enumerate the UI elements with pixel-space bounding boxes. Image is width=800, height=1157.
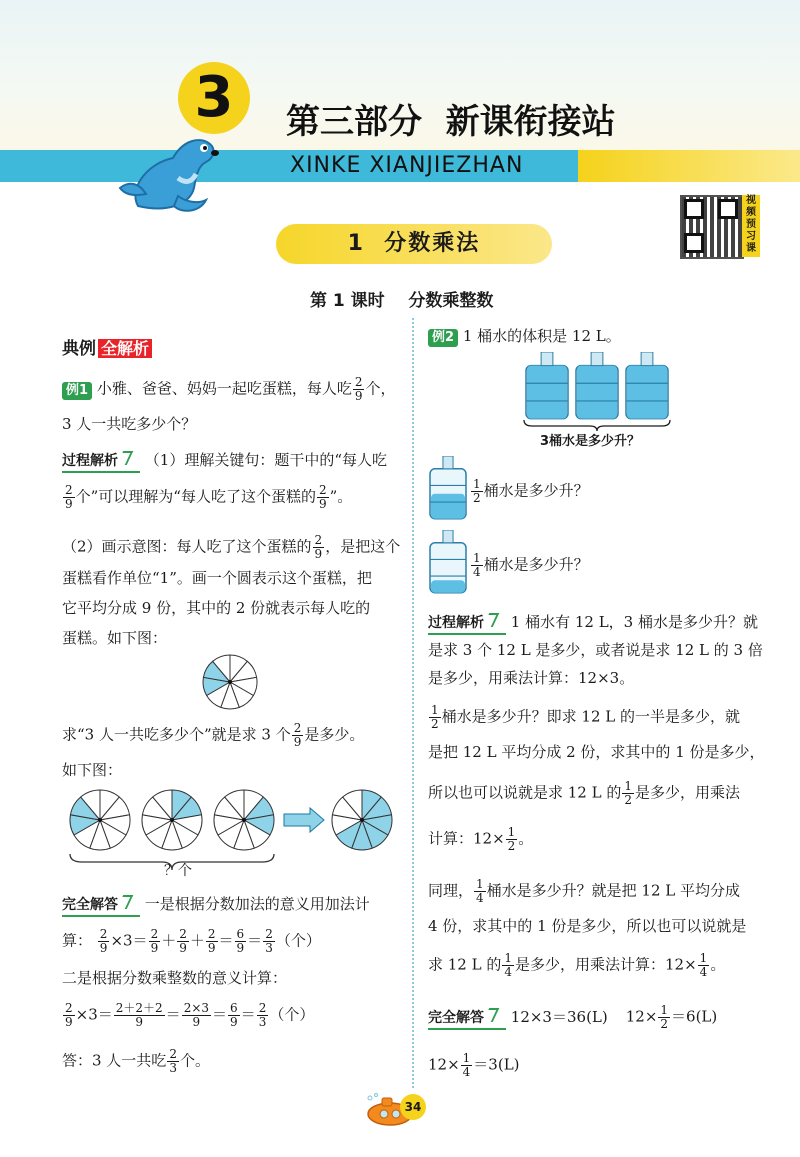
answer-text: ＝3(L)	[473, 1055, 520, 1074]
r-line-10	[428, 952, 725, 979]
process-line-8: 如下图：	[62, 761, 123, 779]
pie-center	[228, 680, 232, 684]
process-text: 1 桶水有 12 L，3 桶水是多少升？就	[510, 613, 758, 631]
pie-center	[98, 818, 102, 822]
answer-text: 12×	[625, 1007, 658, 1026]
equation-text: （个）	[275, 931, 321, 950]
answer-text: ＝6(L)	[671, 1007, 718, 1026]
process-line-6: 蛋糕。如下图：	[62, 629, 168, 647]
process-tag: 过程解析	[428, 613, 506, 635]
equation-text: ＝	[247, 931, 263, 950]
answer-line-3: 二是根据分数乘整数的意义计算：	[62, 969, 288, 987]
answer-line-1	[62, 894, 370, 917]
ex1-tag: 例1	[62, 382, 92, 400]
process-line-2	[62, 484, 352, 511]
ex2-text: 1 桶水的体积是 12 L。	[462, 327, 621, 345]
ex1-text: 小雅、爸爸、妈妈一起吃蛋糕，每人吃	[96, 379, 352, 398]
bottle-neck	[541, 352, 553, 366]
fraction: $\frac{2}{9}$	[150, 927, 159, 955]
fraction: $\frac{1}{4}$	[504, 951, 512, 979]
process-text: 计算：12×	[428, 829, 505, 848]
fraction: $\frac{2}{9}$	[99, 927, 108, 955]
q-half-text: 桶水是多少升？	[483, 481, 589, 500]
process-text: 求 12 L 的	[428, 955, 502, 974]
pie-group	[62, 780, 412, 880]
r-answer-line-2	[428, 1052, 520, 1079]
fraction: $\frac{2}{9}$	[65, 483, 73, 511]
fraction: $\frac{1}{2}$	[624, 779, 632, 807]
ex1-line-2: 3 人一共吃多少个？	[62, 415, 197, 433]
q-quarter-line	[470, 552, 589, 579]
process-text: 是多少，用乘法计算：12×	[515, 955, 697, 974]
r-line-9: 4 份，求其中的 1 份是多少，所以也可以说就是	[428, 917, 747, 935]
qr-finder-tl	[684, 199, 704, 219]
qr-finder-bl	[684, 233, 704, 253]
bottle-water	[431, 580, 465, 592]
badge-label: 典例	[62, 339, 96, 359]
r-line-5: 是把 12 L 平均分成 2 份，求其中的 1 份是多少，	[428, 743, 765, 761]
equation-text: ＝	[212, 1005, 228, 1024]
equation-text: ＝	[240, 1005, 256, 1024]
qr-label-char: 预	[746, 219, 756, 230]
process-text-end: 是多少，用乘法	[635, 783, 741, 802]
process-tag: 过程解析	[62, 451, 140, 473]
column-divider	[412, 318, 414, 1088]
pie-single	[200, 652, 260, 712]
fraction: $\frac{2}{9}$	[293, 721, 302, 749]
ex1-text-end: 个，	[365, 379, 396, 398]
fraction: $\frac{1}{4}$	[476, 877, 484, 905]
equation-text: ＋	[161, 931, 177, 950]
r-line-3: 是多少，用乘法计算：12×3。	[428, 669, 635, 687]
bottle-water	[431, 494, 465, 519]
process-text-end: 是多少。	[304, 725, 365, 744]
q-quarter-text: 桶水是多少升？	[483, 555, 589, 574]
process-text-end: 。	[710, 955, 726, 974]
answer-text: 算：	[62, 931, 93, 950]
process-text-end: 。	[518, 829, 534, 848]
answer-tag: 完全解答	[62, 895, 140, 917]
fraction: $\frac{1}{4}$	[462, 1051, 471, 1079]
qr-label-char: 课	[746, 243, 756, 254]
header-subtitle: XINKE XIANJIEZHAN	[290, 153, 524, 178]
fraction: $\frac{2}{9}$	[65, 1001, 73, 1029]
process-text: 同理，	[428, 881, 474, 900]
fraction: $\frac{2}{9}$	[354, 375, 363, 403]
badge	[62, 334, 152, 359]
bottle-water	[577, 366, 617, 419]
bottle-neck	[641, 352, 653, 366]
process-text: （1）理解关键句：题干中的“每人吃	[144, 451, 387, 469]
r-line-7	[428, 826, 533, 853]
pie-center	[242, 818, 246, 822]
equation-text: ×3＝	[75, 1005, 113, 1024]
equation-text: （个）	[269, 1005, 315, 1024]
section-title: 1 分数乘法	[276, 224, 552, 264]
fraction: $\frac{1}{2}$	[473, 477, 481, 505]
process-text: （2）画示意图：每人吃了这个蛋糕的	[62, 537, 312, 556]
fraction: $\frac{2\times 3}{9}$	[183, 1001, 210, 1029]
fraction: $\frac{2+2+2}{9}$	[115, 1001, 163, 1029]
ex1-line-1	[62, 376, 396, 403]
fraction: $\frac{2}{9}$	[318, 483, 327, 511]
brace-label: ？个	[164, 863, 192, 879]
qr-label-char: 习	[746, 231, 756, 242]
ex2-line	[428, 326, 621, 347]
seal-mascot-icon	[118, 118, 228, 218]
process-line-7	[62, 722, 364, 749]
equation-text: ＋	[189, 931, 205, 950]
equation-text: ＝	[218, 931, 234, 950]
process-text-end: ”。	[329, 487, 353, 506]
bottle-water	[627, 366, 667, 419]
fraction: $\frac{1}{2}$	[660, 1003, 669, 1031]
water-bottles-three	[522, 352, 672, 422]
page-number: 34	[400, 1094, 426, 1120]
process-line-1	[62, 450, 387, 473]
process-line-5: 它平均分成 9 份，其中的 2 份就表示每人吃的	[62, 599, 371, 617]
bottle-neck	[443, 456, 453, 469]
pie-center	[360, 818, 364, 822]
process-text-end: ，是把这个	[325, 537, 401, 556]
badge-highlight: 全解析	[98, 339, 152, 358]
fraction: $\frac{2}{3}$	[265, 927, 273, 955]
r-line-2: 是求 3 个 12 L 是多少，或者说是求 12 L 的 3 倍	[428, 641, 763, 659]
r-line-1	[428, 612, 758, 635]
header-title: 第三部分 新课衔接站	[286, 102, 616, 142]
brace-bottles-label: 3桶水是多少升？	[540, 434, 641, 449]
process-line-4: 蛋糕看作单位“1”。画一个圆表示这个蛋糕，把	[62, 569, 372, 587]
r-line-6	[428, 780, 740, 807]
fraction: $\frac{2}{3}$	[169, 1047, 177, 1075]
answer-tag: 完全解答	[428, 1008, 506, 1030]
r-line-4	[428, 704, 740, 731]
fraction: $\frac{6}{9}$	[230, 1001, 238, 1029]
fraction: $\frac{2}{9}$	[314, 533, 323, 561]
fraction: $\frac{1}{4}$	[699, 951, 708, 979]
fraction: $\frac{1}{2}$	[507, 825, 516, 853]
answer-text-end: 个。	[179, 1051, 210, 1070]
bottle-water	[527, 366, 567, 419]
answer-line-2	[62, 928, 321, 955]
qr-finder-tr	[718, 199, 738, 219]
answer-text: 12×	[428, 1055, 460, 1074]
q-half-line	[470, 478, 589, 505]
header-yellow-strip	[578, 150, 800, 182]
equation-text: ×3＝	[110, 931, 148, 950]
pie-center	[170, 818, 174, 822]
r-answer-line-1	[428, 1004, 717, 1031]
process-text-end: 桶水是多少升？就是把 12 L 平均分成	[486, 881, 741, 900]
water-bottle-quarter	[428, 530, 468, 596]
answer-text: 12×3＝36(L)	[510, 1007, 608, 1026]
process-text: 桶水是多少升？即求 12 L 的一半是多少，就	[441, 707, 740, 726]
answer-text: 一是根据分数加法的意义用加法计	[144, 895, 370, 913]
fraction: $\frac{2}{9}$	[179, 927, 187, 955]
water-bottle-half	[428, 456, 468, 522]
r-line-8	[428, 878, 740, 905]
process-line-3	[62, 534, 400, 561]
fraction: $\frac{2}{9}$	[207, 927, 216, 955]
bottle-neck	[591, 352, 603, 366]
ex2-tag: 例2	[428, 329, 458, 347]
process-text: 所以也可以说就是求 12 L 的	[428, 783, 622, 802]
fraction: $\frac{2}{3}$	[258, 1001, 267, 1029]
lesson-title: 第 1 课时 分数乘整数	[310, 291, 494, 311]
fraction: $\frac{1}{4}$	[473, 551, 481, 579]
equation-text: ＝	[165, 1005, 181, 1024]
qr-label-char: 频	[746, 207, 756, 218]
fraction: $\frac{6}{9}$	[236, 927, 245, 955]
answer-text: 答：3 人一共吃	[62, 1051, 167, 1070]
answer-line-5	[62, 1048, 210, 1075]
bottle-neck	[443, 530, 453, 543]
process-text: 求“3 人一共吃多少个”就是求 3 个	[62, 725, 291, 744]
arrow-right-icon	[284, 808, 324, 832]
qr-label-char: 视	[746, 195, 756, 206]
qr-label	[742, 195, 760, 257]
fraction: $\frac{1}{2}$	[431, 703, 439, 731]
process-text: 个”可以理解为“每人吃了这个蛋糕的	[75, 487, 316, 506]
answer-line-4	[62, 1002, 314, 1029]
chapter-number: 3	[178, 62, 250, 134]
